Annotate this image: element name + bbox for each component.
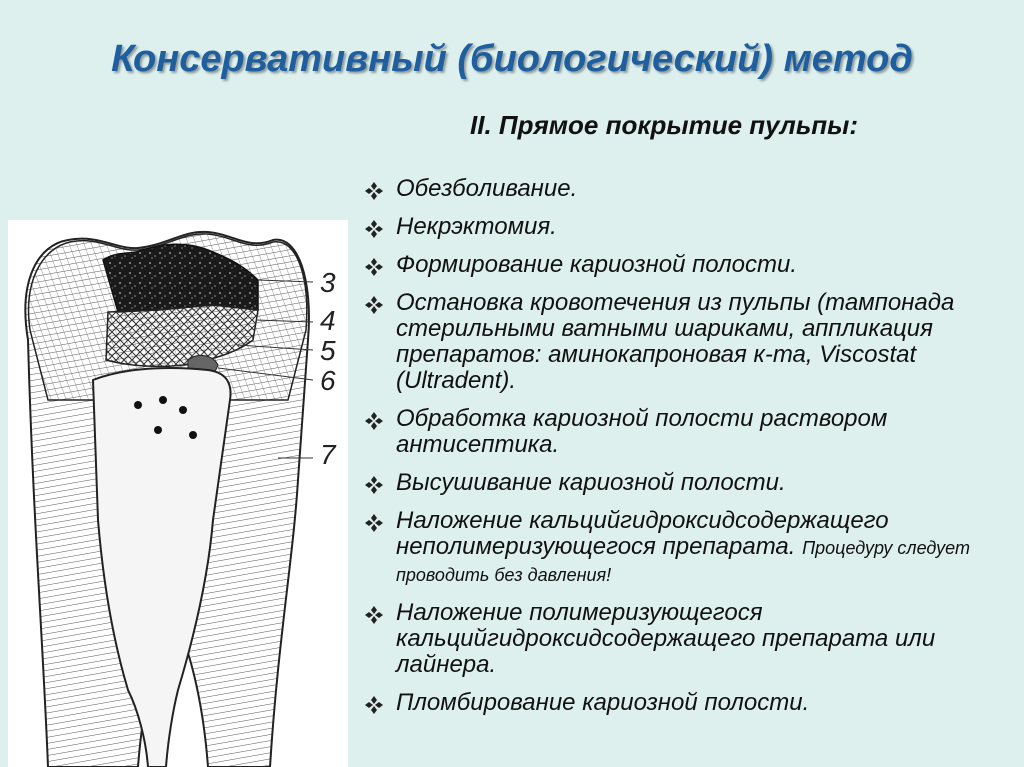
step-text: Пломбирование кариозной полости.: [396, 689, 810, 716]
figure-label-7: 7: [320, 439, 336, 470]
diamond-bullet-icon: [364, 695, 384, 715]
step-text: Обработка кариозной полости раствором антисептика.: [396, 405, 888, 458]
step-item: [364, 406, 1014, 458]
diamond-bullet-icon: [364, 295, 384, 315]
diamond-bullet-icon: [364, 257, 384, 277]
step-text: Обезболивание.: [396, 175, 578, 202]
step-note: Процедуру следует проводить без давления!: [396, 538, 970, 585]
step-text: Наложение кальцийгидроксидсодержащего неполимеризующегося препарата.: [396, 507, 889, 560]
diamond-bullet-icon: [364, 411, 384, 431]
step-item: [364, 176, 1014, 202]
step-text: Остановка кровотечения из пульпы (тампонада стерильными ватными шариками, аппликация препаратов: аминокапроновая к-та, Viscostat (Ultradent).: [396, 289, 955, 394]
figure-label-5: 5: [320, 335, 336, 366]
slide-title: Консервативный (биологический) метод: [111, 38, 913, 80]
step-item: [364, 290, 1014, 394]
section-heading: II. Прямое покрытие пульпы:: [470, 110, 858, 140]
step-item: [364, 690, 1014, 716]
step-item: [364, 214, 1014, 240]
diamond-bullet-icon: [364, 181, 384, 201]
step-item: [364, 508, 1014, 588]
figure-label-4: 4: [320, 305, 336, 336]
diamond-bullet-icon: [364, 513, 384, 533]
tooth-illustration: [8, 220, 348, 767]
step-item: [364, 600, 1014, 678]
step-list: [364, 176, 1014, 716]
diamond-bullet-icon: [364, 219, 384, 239]
tooth-diagram: [8, 220, 348, 767]
diamond-bullet-icon: [364, 605, 384, 625]
diamond-bullet-icon: [364, 475, 384, 495]
step-text: Высушивание кариозной полости.: [396, 469, 786, 496]
figure-label-6: 6: [320, 365, 336, 396]
step-item: [364, 252, 1014, 278]
step-text: Формирование кариозной полости.: [396, 251, 798, 278]
step-item: [364, 470, 1014, 496]
step-text: Наложение полимеризующегося кальцийгидроксидсодержащего препарата или лайнера.: [396, 599, 936, 678]
figure-label-3: 3: [320, 267, 336, 298]
step-text: Некрэктомия.: [396, 213, 557, 240]
